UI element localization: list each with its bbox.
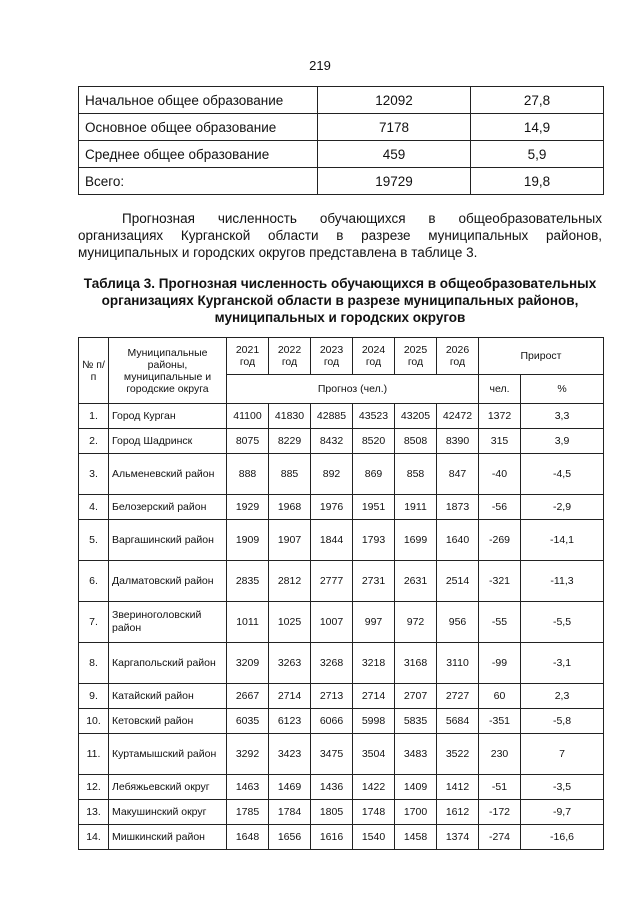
row-growth-people: 1372	[479, 404, 521, 429]
table-row	[79, 404, 604, 429]
row-year-value: 2514	[437, 561, 479, 602]
row-year-value: 1463	[227, 775, 269, 800]
header-year: 2021 год	[227, 338, 269, 375]
row-year-value: 847	[437, 454, 479, 495]
row-growth-percent: -9,7	[521, 800, 604, 825]
page-number: 219	[309, 58, 331, 73]
row-year-value: 6066	[311, 709, 353, 734]
row-year-value: 3475	[311, 734, 353, 775]
header-forecast: Прогноз (чел.)	[227, 375, 479, 404]
row-municipality: Город Шадринск	[109, 429, 227, 454]
row-year-value: 8075	[227, 429, 269, 454]
summary-row	[79, 87, 604, 114]
row-number: 6.	[79, 561, 109, 602]
table-row	[79, 734, 604, 775]
row-municipality: Макушинский округ	[109, 800, 227, 825]
row-year-value: 1540	[353, 825, 395, 850]
row-number: 4.	[79, 495, 109, 520]
row-year-value: 3483	[395, 734, 437, 775]
row-year-value: 42472	[437, 404, 479, 429]
row-growth-people: 60	[479, 684, 521, 709]
row-year-value: 1748	[353, 800, 395, 825]
summary-row	[79, 141, 604, 168]
row-year-value: 41830	[269, 404, 311, 429]
row-year-value: 8229	[269, 429, 311, 454]
row-year-value: 1612	[437, 800, 479, 825]
row-municipality: Далматовский район	[109, 561, 227, 602]
row-municipality: Лебяжьевский округ	[109, 775, 227, 800]
row-year-value: 6123	[269, 709, 311, 734]
table-row	[79, 800, 604, 825]
row-year-value: 1873	[437, 495, 479, 520]
row-number: 2.	[79, 429, 109, 454]
summary-label: Среднее общее образование	[79, 141, 318, 168]
row-year-value: 2731	[353, 561, 395, 602]
row-municipality: Каргапольский район	[109, 643, 227, 684]
row-year-value: 885	[269, 454, 311, 495]
header-growth: Прирост	[479, 338, 604, 375]
summary-percent: 27,8	[471, 87, 604, 114]
summary-percent: 5,9	[471, 141, 604, 168]
header-year: 2026 год	[437, 338, 479, 375]
row-year-value: 1700	[395, 800, 437, 825]
row-growth-percent: -2,9	[521, 495, 604, 520]
table-row	[79, 561, 604, 602]
summary-table	[78, 86, 604, 195]
row-growth-people: -51	[479, 775, 521, 800]
row-growth-people: -172	[479, 800, 521, 825]
row-number: 9.	[79, 684, 109, 709]
row-year-value: 2667	[227, 684, 269, 709]
row-year-value: 2714	[353, 684, 395, 709]
row-year-value: 2714	[269, 684, 311, 709]
row-year-value: 997	[353, 602, 395, 643]
header-name: Муниципальные районы, муниципальные и городские округа	[109, 338, 227, 404]
row-year-value: 2631	[395, 561, 437, 602]
row-year-value: 1699	[395, 520, 437, 561]
table-row	[79, 602, 604, 643]
row-year-value: 1025	[269, 602, 311, 643]
header-year: 2022 год	[269, 338, 311, 375]
summary-row	[79, 114, 604, 141]
row-year-value: 5684	[437, 709, 479, 734]
row-year-value: 1793	[353, 520, 395, 561]
row-year-value: 3168	[395, 643, 437, 684]
row-year-value: 1007	[311, 602, 353, 643]
table-row	[79, 454, 604, 495]
row-year-value: 1469	[269, 775, 311, 800]
header-percent: %	[521, 375, 604, 404]
row-year-value: 3110	[437, 643, 479, 684]
row-year-value: 972	[395, 602, 437, 643]
row-municipality: Катайский район	[109, 684, 227, 709]
row-year-value: 1785	[227, 800, 269, 825]
row-year-value: 3218	[353, 643, 395, 684]
row-year-value: 1616	[311, 825, 353, 850]
row-year-value: 41100	[227, 404, 269, 429]
row-growth-people: 230	[479, 734, 521, 775]
row-number: 3.	[79, 454, 109, 495]
summary-value: 12092	[318, 87, 471, 114]
row-year-value: 1805	[311, 800, 353, 825]
row-municipality: Звериноголовский район	[109, 602, 227, 643]
row-municipality: Мишкинский район	[109, 825, 227, 850]
row-municipality: Варгашинский район	[109, 520, 227, 561]
row-year-value: 1911	[395, 495, 437, 520]
row-growth-people: -55	[479, 602, 521, 643]
summary-percent: 19,8	[471, 168, 604, 195]
row-year-value: 1844	[311, 520, 353, 561]
row-growth-people: -321	[479, 561, 521, 602]
row-number: 1.	[79, 404, 109, 429]
row-year-value: 5835	[395, 709, 437, 734]
row-year-value: 1909	[227, 520, 269, 561]
row-year-value: 888	[227, 454, 269, 495]
row-municipality: Белозерский район	[109, 495, 227, 520]
intro-paragraph	[78, 210, 602, 261]
row-growth-percent: -4,5	[521, 454, 604, 495]
row-year-value: 6035	[227, 709, 269, 734]
row-growth-percent: -16,6	[521, 825, 604, 850]
row-year-value: 3268	[311, 643, 353, 684]
summary-label: Начальное общее образование	[79, 87, 318, 114]
row-growth-people: -274	[479, 825, 521, 850]
row-year-value: 2713	[311, 684, 353, 709]
row-number: 11.	[79, 734, 109, 775]
row-municipality: Куртамышский район	[109, 734, 227, 775]
row-year-value: 2812	[269, 561, 311, 602]
row-year-value: 1422	[353, 775, 395, 800]
row-year-value: 1929	[227, 495, 269, 520]
forecast-table	[78, 337, 604, 850]
row-year-value: 1436	[311, 775, 353, 800]
row-year-value: 1784	[269, 800, 311, 825]
row-year-value: 1412	[437, 775, 479, 800]
row-year-value: 1011	[227, 602, 269, 643]
row-year-value: 869	[353, 454, 395, 495]
row-year-value: 1656	[269, 825, 311, 850]
row-year-value: 1968	[269, 495, 311, 520]
row-year-value: 892	[311, 454, 353, 495]
table-row	[79, 520, 604, 561]
row-growth-percent: -11,3	[521, 561, 604, 602]
row-growth-percent: -14,1	[521, 520, 604, 561]
header-num: № п/п	[79, 338, 109, 404]
summary-label: Основное общее образование	[79, 114, 318, 141]
row-year-value: 42885	[311, 404, 353, 429]
row-year-value: 3522	[437, 734, 479, 775]
header-year: 2025 год	[395, 338, 437, 375]
row-growth-percent: -3,1	[521, 643, 604, 684]
summary-percent: 14,9	[471, 114, 604, 141]
row-year-value: 5998	[353, 709, 395, 734]
row-year-value: 2835	[227, 561, 269, 602]
summary-label: Всего:	[79, 168, 318, 195]
row-growth-percent: -3,5	[521, 775, 604, 800]
table-row	[79, 429, 604, 454]
row-year-value: 8432	[311, 429, 353, 454]
table-row	[79, 684, 604, 709]
row-growth-percent: 7	[521, 734, 604, 775]
summary-value: 19729	[318, 168, 471, 195]
row-growth-people: 315	[479, 429, 521, 454]
table-row	[79, 775, 604, 800]
row-growth-percent: 3,3	[521, 404, 604, 429]
row-year-value: 2727	[437, 684, 479, 709]
row-number: 5.	[79, 520, 109, 561]
row-number: 8.	[79, 643, 109, 684]
row-year-value: 1458	[395, 825, 437, 850]
header-year: 2023 год	[311, 338, 353, 375]
row-year-value: 2777	[311, 561, 353, 602]
row-number: 7.	[79, 602, 109, 643]
row-number: 10.	[79, 709, 109, 734]
row-growth-people: -56	[479, 495, 521, 520]
table-row	[79, 825, 604, 850]
row-municipality: Кетовский район	[109, 709, 227, 734]
row-year-value: 1951	[353, 495, 395, 520]
row-year-value: 858	[395, 454, 437, 495]
row-year-value: 3292	[227, 734, 269, 775]
row-year-value: 1640	[437, 520, 479, 561]
row-year-value: 3263	[269, 643, 311, 684]
row-year-value: 1374	[437, 825, 479, 850]
row-growth-people: -40	[479, 454, 521, 495]
row-year-value: 1409	[395, 775, 437, 800]
summary-row	[79, 168, 604, 195]
row-year-value: 8520	[353, 429, 395, 454]
row-number: 12.	[79, 775, 109, 800]
row-number: 14.	[79, 825, 109, 850]
row-growth-percent: -5,5	[521, 602, 604, 643]
table-row	[79, 495, 604, 520]
row-year-value: 2707	[395, 684, 437, 709]
row-year-value: 3504	[353, 734, 395, 775]
table-row	[79, 643, 604, 684]
row-year-value: 8390	[437, 429, 479, 454]
row-growth-percent: 2,3	[521, 684, 604, 709]
row-growth-percent: -5,8	[521, 709, 604, 734]
row-growth-percent: 3,9	[521, 429, 604, 454]
row-year-value: 956	[437, 602, 479, 643]
header-year: 2024 год	[353, 338, 395, 375]
row-municipality: Город Курган	[109, 404, 227, 429]
row-year-value: 8508	[395, 429, 437, 454]
row-year-value: 1907	[269, 520, 311, 561]
row-year-value: 3423	[269, 734, 311, 775]
summary-value: 7178	[318, 114, 471, 141]
table-caption: Таблица 3. Прогнозная численность обучающихся в общеобразовательных организациях Курганской области в разрезе муниципальных районов, муниципальных и городских округов	[83, 276, 597, 325]
row-number: 13.	[79, 800, 109, 825]
row-year-value: 1976	[311, 495, 353, 520]
row-year-value: 3209	[227, 643, 269, 684]
row-municipality: Альменевский район	[109, 454, 227, 495]
row-growth-people: -99	[479, 643, 521, 684]
row-year-value: 43205	[395, 404, 437, 429]
summary-value: 459	[318, 141, 471, 168]
intro-text: Прогнозная численность обучающихся в общеобразовательных организациях Курганской области в разрезе муниципальных районов, муниципальных и городских округов представлена в таблице 3.	[78, 211, 602, 260]
row-growth-people: -351	[479, 709, 521, 734]
table-row	[79, 709, 604, 734]
row-year-value: 1648	[227, 825, 269, 850]
header-people: чел.	[479, 375, 521, 404]
row-year-value: 43523	[353, 404, 395, 429]
row-growth-people: -269	[479, 520, 521, 561]
